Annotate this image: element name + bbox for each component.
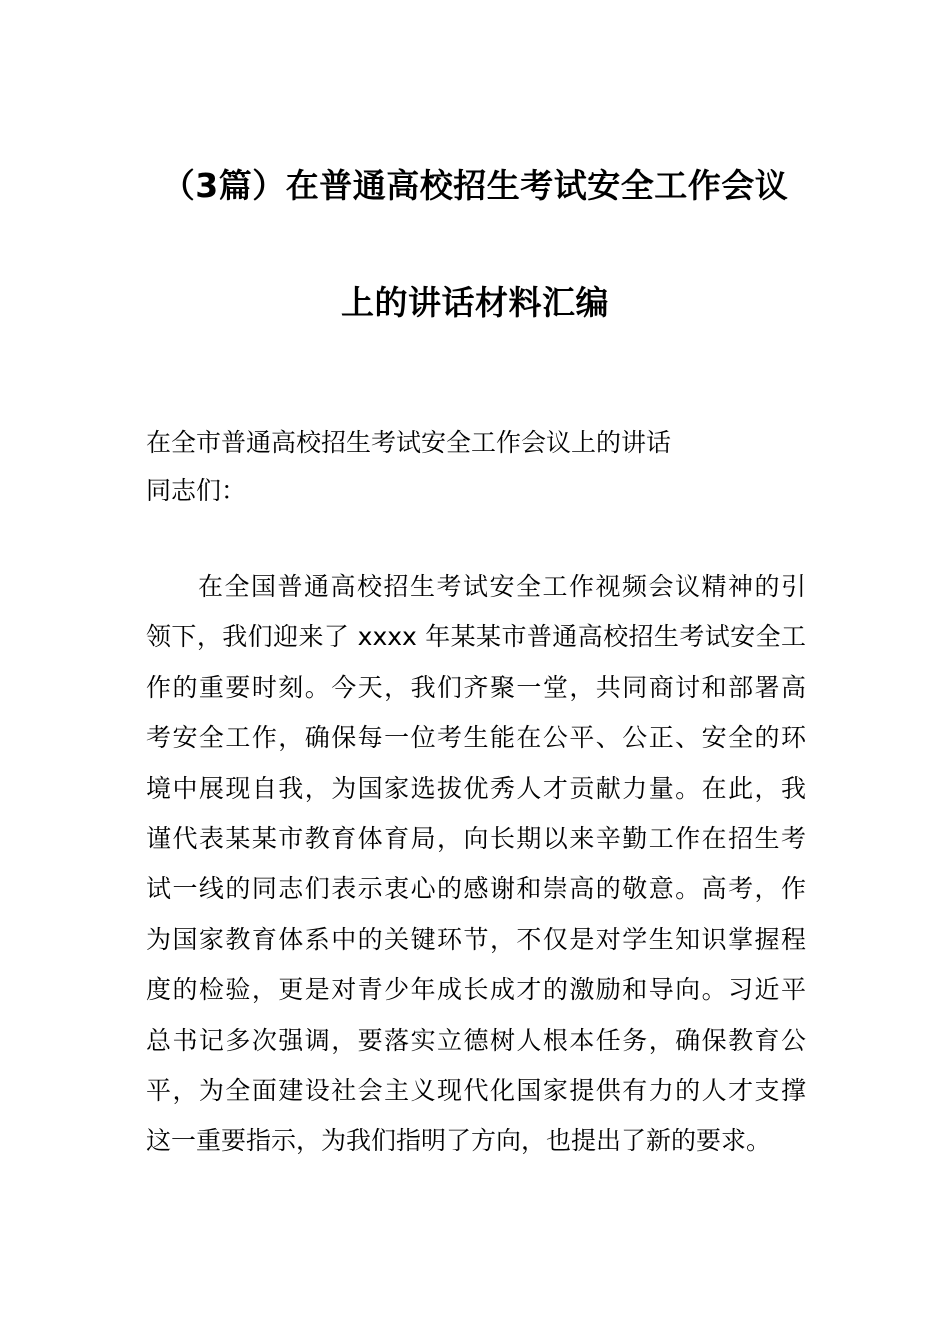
paragraph-line: 为国家教育体系中的关键环节，不仅是对学生知识掌握程 — [146, 924, 806, 954]
paragraph-line: 平，为全面建设社会主义现代化国家提供有力的人才支撑 — [146, 1075, 806, 1105]
paragraph-line: 谨代表某某市教育体育局，向长期以来辛勤工作在招生考 — [146, 823, 806, 853]
paragraph-line: 境中展现自我，为国家选拔优秀人才贡献力量。在此，我 — [146, 773, 806, 803]
paragraph-line: 在全国普通高校招生考试安全工作视频会议精神的引 — [198, 572, 806, 601]
speech-heading: 在全市普通高校招生考试安全工作会议上的讲话 — [146, 428, 672, 457]
paragraph-line: 作的重要时刻。今天，我们齐聚一堂，共同商讨和部署高 — [146, 672, 806, 702]
paragraph-line: 试一线的同志们表示衷心的感谢和崇高的敬意。高考，作 — [146, 874, 806, 904]
paragraph-line: 领下，我们迎来了 xxxx 年某某市普通高校招生考试安全工 — [146, 622, 806, 652]
paragraph-line: 度的检验，更是对青少年成长成才的激励和导向。习近平 — [146, 975, 806, 1005]
paragraph-line: 总书记多次强调，要落实立德树人根本任务，确保教育公 — [146, 1025, 806, 1055]
body-paragraph — [146, 562, 806, 1167]
paragraph-line: 这一重要指示，为我们指明了方向，也提出了新的要求。 — [146, 1126, 772, 1156]
document-title-line-1: （3篇）在普通高校招生考试安全工作会议 — [161, 166, 789, 205]
document-title-line-2: 上的讲话材料汇编 — [341, 283, 609, 322]
greeting: 同志们： — [146, 476, 247, 505]
paragraph-line: 考安全工作，确保每一位考生能在公平、公正、安全的环 — [146, 723, 806, 753]
